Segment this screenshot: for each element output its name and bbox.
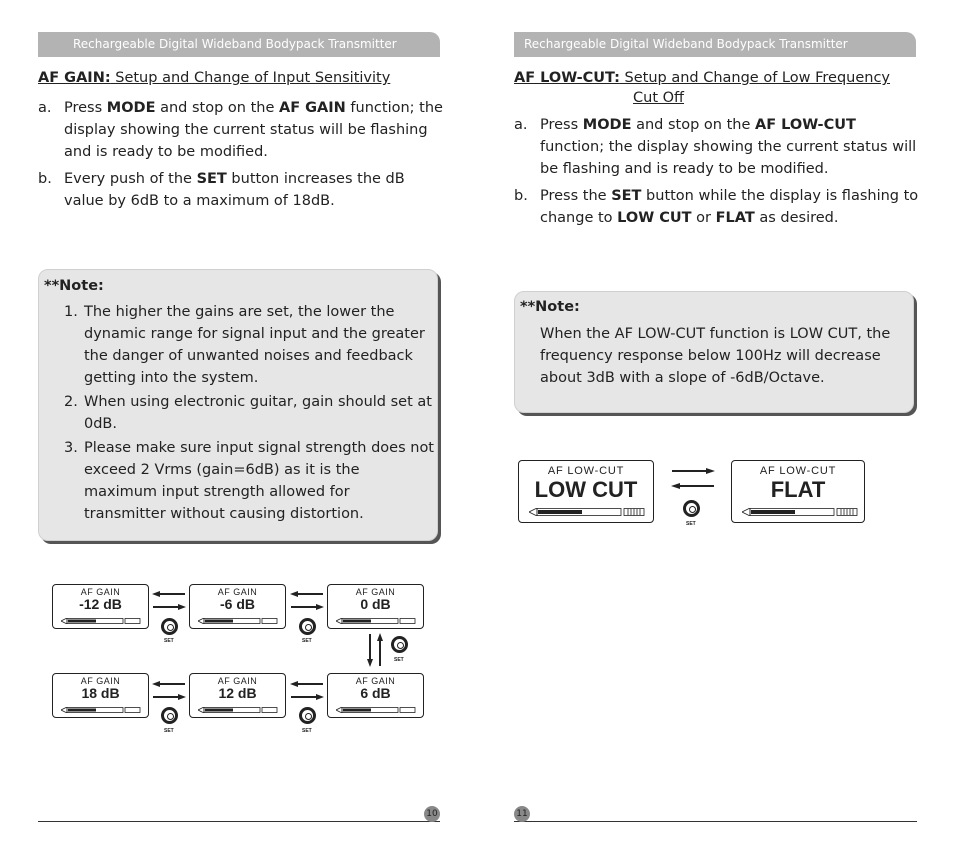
level-meter-icon	[198, 707, 278, 713]
note-text: When the AF LOW-CUT function is LOW CUT, the frequency response below 100Hz will decrease about 3dB with a slope of -6dB/Octave.	[540, 326, 891, 386]
set-knob-icon	[161, 618, 178, 635]
lcd-display: AF GAIN 6 dB	[327, 673, 424, 718]
lcd-display: AF LOW-CUT LOW CUT	[518, 460, 654, 523]
note-title: **Note:	[44, 278, 104, 294]
arrow-icon	[367, 633, 383, 667]
lcd-display: AF GAIN 18 dB	[52, 673, 149, 718]
left-page: Rechargeable Digital Wideband Bodypack Transmitter AF GAIN: Setup and Change of Input Sensitivity a. Press MODE and stop on the AF GAIN function; the display showing the current status will be flashing and is ready to be modified. b. Every push of the SET button increases the dB value by 6dB to a maximum of 18dB. **Note: 1. The higher the gains are set, the lower the dynamic range for signal input and the greater the danger of unwanted noises and feedback getting into the system. 2. When using electronic guitar, gain should set at 0dB. 3. Please make sure input signal strength does not exceed 2 Vrms (gain=6dB) as it is the maximum input strength allowed for transmitter without causing distortion. AF GAIN -12 dB AF GAIN -6 dB AF GAIN 0 dB AF GAIN 18 dB AF GAIN 12 dB AF GAIN 6 dB SET SET SET SET SET 10	[0, 0, 477, 849]
page-header: Rechargeable Digital Wideband Bodypack Transmitter	[514, 32, 916, 57]
heading-bold: AF LOW-CUT:	[514, 70, 620, 86]
lcd-display: AF GAIN -12 dB	[52, 584, 149, 629]
level-meter-icon	[336, 618, 416, 624]
level-meter-icon	[529, 508, 645, 516]
note-title: **Note:	[520, 299, 580, 315]
heading-text-cont: Cut Off	[633, 90, 685, 106]
section-heading	[514, 68, 919, 108]
note-box	[514, 291, 914, 413]
heading-bold: AF GAIN:	[38, 70, 111, 86]
arrow-icon	[152, 681, 186, 703]
lcd-display: AF LOW-CUT FLAT	[731, 460, 865, 523]
step-b: b. Press the SET button while the display is flashing to change to LOW CUT or FLAT as desired.	[514, 188, 919, 226]
note-item: 3. Please make sure input signal strength does not exceed 2 Vrms (gain=6dB) as it is the maximum input strength allowed for transmitter without causing distortion.	[64, 440, 434, 522]
set-knob-icon	[391, 636, 408, 653]
steps-list	[38, 97, 443, 217]
lcd-display: AF GAIN 12 dB	[189, 673, 286, 718]
page-number: 10	[424, 806, 440, 822]
lcd-display: AF GAIN -6 dB	[189, 584, 286, 629]
level-meter-icon	[742, 508, 858, 516]
footer-rule	[514, 821, 917, 822]
step-a: a. Press MODE and stop on the AF LOW-CUT function; the display showing the current status will be flashing and is ready to be modified.	[514, 117, 917, 177]
step-b: b. Every push of the SET button increases the dB value by 6dB to a maximum of 18dB.	[38, 171, 405, 209]
set-knob-icon	[161, 707, 178, 724]
note-item: 2. When using electronic guitar, gain should set at 0dB.	[64, 394, 432, 432]
right-page: Rechargeable Digital Wideband Bodypack Transmitter AF LOW-CUT: Setup and Change of Low Frequency Cut Off a. Press MODE and stop on the AF LOW-CUT function; the display showing the current status will be flashing and is ready to be modified. b. Press the SET button while the display is flashing to change to LOW CUT or FLAT as desired. **Note: When the AF LOW-CUT function is LOW CUT, the frequency response below 100Hz will decrease about 3dB with a slope of -6dB/Octave. AF LOW-CUT LOW CUT AF LOW-CUT FLAT SET 11	[477, 0, 954, 849]
level-meter-icon	[336, 707, 416, 713]
footer-rule	[38, 821, 440, 822]
arrow-icon	[290, 681, 324, 703]
page-header: Rechargeable Digital Wideband Bodypack Transmitter	[38, 32, 440, 57]
heading-text: Setup and Change of Input Sensitivity	[110, 70, 391, 86]
level-meter-icon	[61, 618, 141, 624]
set-knob-icon	[299, 707, 316, 724]
level-meter-icon	[61, 707, 141, 713]
set-knob-icon	[299, 618, 316, 635]
arrow-icon	[152, 591, 186, 613]
arrow-icon	[290, 591, 324, 613]
note-list	[64, 301, 434, 527]
heading-text: Setup and Change of Low Frequency	[619, 70, 890, 86]
set-knob-icon	[683, 500, 700, 517]
level-meter-icon	[198, 618, 278, 624]
step-a: a. Press MODE and stop on the AF GAIN function; the display showing the current status will be flashing and is ready to be modified.	[38, 100, 443, 160]
note-item: 1. The higher the gains are set, the lower the dynamic range for signal input and the greater the danger of unwanted noises and feedback getting into the system.	[64, 304, 425, 386]
note-box	[38, 269, 438, 541]
arrow-icon	[671, 468, 715, 490]
lcd-display: AF GAIN 0 dB	[327, 584, 424, 629]
section-heading	[38, 68, 390, 88]
page-number: 11	[514, 806, 530, 822]
steps-list	[514, 114, 924, 234]
